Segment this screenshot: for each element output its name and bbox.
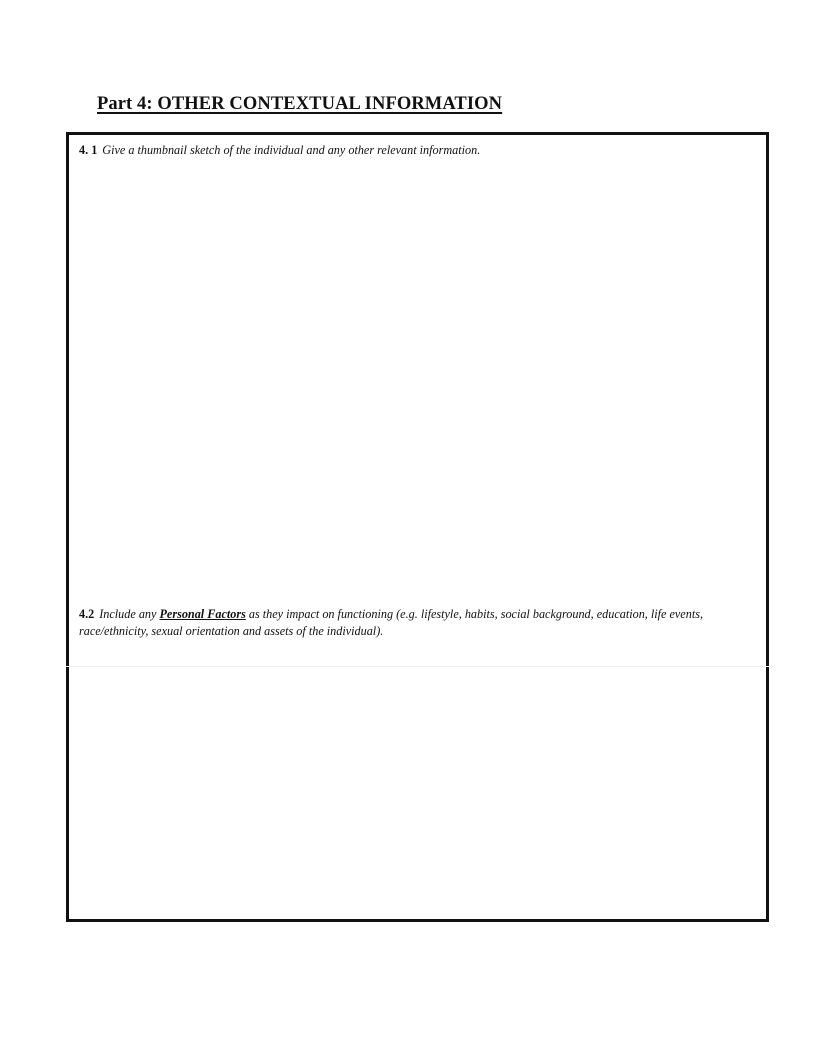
section-4-1 bbox=[69, 135, 766, 595]
section-4-2 bbox=[69, 603, 766, 919]
personal-factors-emphasis: Personal Factors bbox=[159, 607, 246, 621]
thumbnail-sketch-input[interactable] bbox=[75, 165, 760, 589]
page-title: Part 4: OTHER CONTEXTUAL INFORMATION bbox=[97, 94, 503, 114]
section-4-2-prompt bbox=[79, 606, 736, 640]
section-number: 4.2 bbox=[79, 607, 95, 621]
personal-factors-input[interactable] bbox=[75, 649, 760, 913]
section-4-1-prompt bbox=[79, 142, 736, 159]
prompt-text: Give a thumbnail sketch of the individual and any other relevant information. bbox=[102, 143, 481, 157]
prompt-text-before: Include any bbox=[99, 607, 160, 621]
contextual-information-form bbox=[66, 132, 769, 922]
section-number: 4. 1 bbox=[79, 143, 98, 157]
prompt-text-after: as they impact on functioning (e.g. lifestyle, habits, social background, education, life events, race/ethnicity, sexual orientation and assets of the individual). bbox=[79, 607, 703, 638]
